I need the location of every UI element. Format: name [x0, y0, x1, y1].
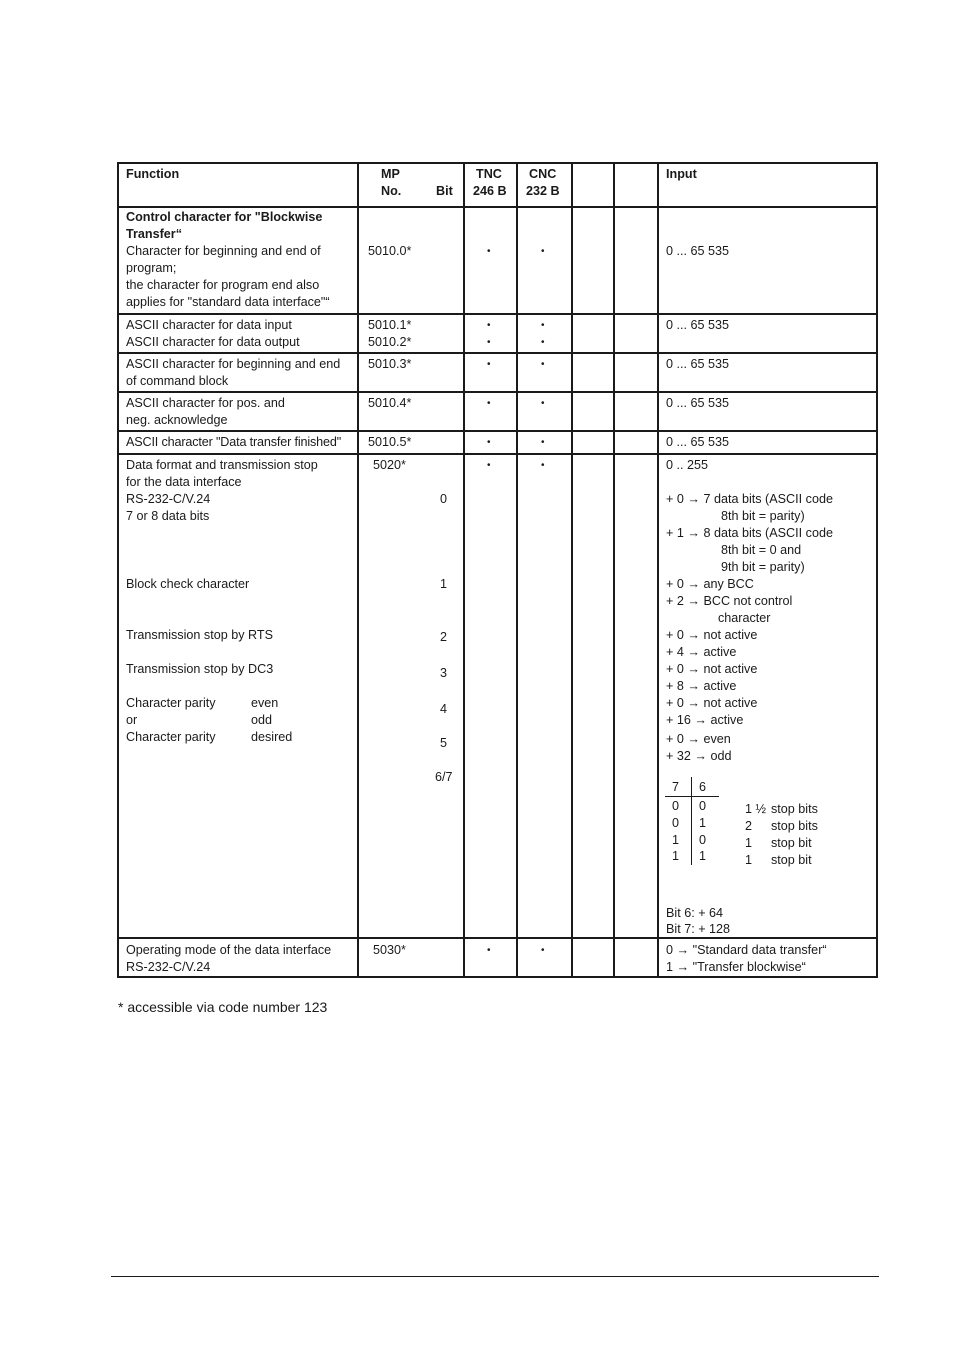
- row2-tnc-marker: •: [487, 337, 491, 348]
- row2-cnc-marker: •: [541, 337, 545, 348]
- row-divider: [117, 313, 878, 315]
- row6-input-line: 8th bit = 0 and: [721, 543, 802, 557]
- header-cnc-model: 232 B: [526, 184, 560, 198]
- row6-input-line: + 4 → active: [666, 645, 737, 659]
- stop-bit-value: 1: [672, 849, 680, 863]
- row6-bit-number: 3: [440, 666, 448, 680]
- table-border-right: [876, 162, 878, 978]
- row1-function-text: program;: [126, 261, 177, 275]
- row6-function-text: desired: [251, 730, 293, 744]
- row6-input-line: + 2 → BCC not control: [666, 594, 793, 608]
- row6-bit-number: 1: [440, 577, 448, 591]
- row1-function-title-2: Transfer“: [126, 227, 182, 241]
- row6-function-text: Character parity: [126, 696, 216, 710]
- row4-function-text: neg. acknowledge: [126, 413, 228, 427]
- stop-bit-value: 1: [699, 849, 707, 863]
- row6-function-text: odd: [251, 713, 273, 727]
- table-border-bottom: [117, 976, 878, 978]
- column-divider: [357, 162, 359, 978]
- stop-bit-count: 1: [745, 836, 753, 850]
- row1-tnc-marker: •: [487, 246, 491, 257]
- stop-bit-value: 1: [699, 816, 707, 830]
- row6-function-text: Data format and transmission stop: [126, 458, 318, 472]
- page-footer-rule: [111, 1276, 879, 1277]
- row7-mp-number: 5030*: [373, 943, 406, 957]
- stop-bit-text: stop bits: [771, 819, 818, 833]
- row1-function-text: Character for beginning and end of: [126, 244, 321, 258]
- row1-cnc-marker: •: [541, 246, 545, 257]
- row2-cnc-marker: •: [541, 320, 545, 331]
- row4-tnc-marker: •: [487, 398, 491, 409]
- stop-bit-value: 0: [699, 799, 707, 813]
- row5-function-text: ASCII character "Data transfer finished": [126, 435, 342, 449]
- row6-function-text: 7 or 8 data bits: [126, 509, 210, 523]
- stop-bit-text: stop bits: [771, 802, 818, 816]
- table-border-left: [117, 162, 119, 978]
- row-divider: [117, 391, 878, 393]
- row6-input-line: + 0 → any BCC: [666, 577, 754, 591]
- row3-cnc-marker: •: [541, 359, 545, 370]
- stop-bit-value: 1: [672, 833, 680, 847]
- stop-bit-value: 0: [672, 816, 680, 830]
- row7-function-text: Operating mode of the data interface: [126, 943, 332, 957]
- row-divider: [117, 430, 878, 432]
- header-no: No.: [381, 184, 402, 198]
- stop-bit-column-rule: [691, 777, 692, 865]
- row6-input-line: + 0 → not active: [666, 696, 758, 710]
- row6-function-text: for the data interface: [126, 475, 242, 489]
- row4-cnc-marker: •: [541, 398, 545, 409]
- row6-input-line: + 0 → even: [666, 732, 731, 746]
- row2-tnc-marker: •: [487, 320, 491, 331]
- row6-input-line: 8th bit = parity): [721, 509, 805, 523]
- stop-bit-header-6: 6: [699, 780, 707, 794]
- row6-function-text: Transmission stop by DC3: [126, 662, 274, 676]
- row5-cnc-marker: •: [541, 437, 545, 448]
- row3-function-text: ASCII character for beginning and end: [126, 357, 341, 371]
- row1-function-text: the character for program end also: [126, 278, 320, 292]
- stop-bit-text: stop bit: [771, 853, 812, 867]
- stop-bit-count: 1: [745, 853, 753, 867]
- row4-mp-number: 5010.4*: [368, 396, 412, 410]
- stop-bit-header-7: 7: [672, 780, 680, 794]
- row6-input-line: + 8 → active: [666, 679, 737, 693]
- row6-function-text: Character parity: [126, 730, 216, 744]
- stop-bit-value: 0: [699, 833, 707, 847]
- stop-bit-text: stop bit: [771, 836, 812, 850]
- row2-mp-number: 5010.2*: [368, 335, 412, 349]
- row-divider: [117, 206, 878, 208]
- header-cnc: CNC: [529, 167, 557, 181]
- column-divider: [657, 162, 659, 978]
- row6-function-text: even: [251, 696, 279, 710]
- column-divider: [463, 162, 465, 978]
- footnote: * accessible via code number 123: [118, 999, 328, 1015]
- row-divider: [117, 352, 878, 354]
- row3-input: 0 ... 65 535: [666, 357, 730, 371]
- row6-function-text: Block check character: [126, 577, 250, 591]
- table-border-top: [117, 162, 878, 164]
- row5-tnc-marker: •: [487, 437, 491, 448]
- row6-bit7-weight: Bit 7: + 128: [666, 922, 731, 936]
- row6-mp-number: 5020*: [373, 458, 406, 472]
- row6-input-line: + 0 → not active: [666, 662, 758, 676]
- stop-bit-count: 2: [745, 819, 753, 833]
- header-mp: MP: [381, 167, 400, 181]
- row6-input-range: 0 .. 255: [666, 458, 709, 472]
- row6-function-text: or: [126, 713, 138, 727]
- row6-cnc-marker: •: [541, 460, 545, 471]
- stop-bit-value: 0: [672, 799, 680, 813]
- row6-function-text: Transmission stop by RTS: [126, 628, 273, 642]
- row6-input-line: + 0 → 7 data bits (ASCII code: [666, 492, 833, 506]
- row6-tnc-marker: •: [487, 460, 491, 471]
- column-divider: [613, 162, 615, 978]
- row2-input: 0 ... 65 535: [666, 318, 730, 332]
- row5-mp-number: 5010.5*: [368, 435, 412, 449]
- row6-bit-number: 6/7: [435, 770, 453, 784]
- row-divider: [117, 453, 878, 455]
- header-bit: Bit: [436, 184, 453, 198]
- row7-function-text: RS-232-C/V.24: [126, 960, 211, 974]
- row1-function-text: applies for "standard data interface"“: [126, 295, 330, 309]
- column-divider: [571, 162, 573, 978]
- row7-input: 1 → "Transfer blockwise“: [666, 960, 806, 974]
- row-divider: [117, 937, 878, 939]
- row6-input-line: + 0 → not active: [666, 628, 758, 642]
- row6-bit-number: 4: [440, 702, 448, 716]
- row1-function-title: Control character for "Blockwise: [126, 210, 323, 224]
- row6-input-line: + 1 → 8 data bits (ASCII code: [666, 526, 833, 540]
- row3-tnc-marker: •: [487, 359, 491, 370]
- row4-function-text: ASCII character for pos. and: [126, 396, 285, 410]
- row5-input: 0 ... 65 535: [666, 435, 730, 449]
- row6-input-line: + 16 → active: [666, 713, 744, 727]
- row3-mp-number: 5010.3*: [368, 357, 412, 371]
- header-tnc-model: 246 B: [473, 184, 507, 198]
- row7-input: 0 → "Standard data transfer“: [666, 943, 827, 957]
- row1-input: 0 ... 65 535: [666, 244, 730, 258]
- row7-tnc-marker: •: [487, 945, 491, 956]
- stop-bit-count: 1 ½: [745, 802, 767, 816]
- row7-cnc-marker: •: [541, 945, 545, 956]
- row6-input-line: + 32 → odd: [666, 749, 732, 763]
- column-divider: [516, 162, 518, 978]
- stop-bit-header-rule: [665, 796, 719, 797]
- row4-input: 0 ... 65 535: [666, 396, 730, 410]
- row6-bit6-weight: Bit 6: + 64: [666, 906, 724, 920]
- row6-function-text: RS-232-C/V.24: [126, 492, 211, 506]
- row2-mp-number: 5010.1*: [368, 318, 412, 332]
- row6-bit-number: 0: [440, 492, 448, 506]
- row2-function-text: ASCII character for data input: [126, 318, 292, 332]
- row2-function-text: ASCII character for data output: [126, 335, 300, 349]
- row1-mp-number: 5010.0*: [368, 244, 412, 258]
- row3-function-text: of command block: [126, 374, 229, 388]
- row6-input-line: character: [718, 611, 771, 625]
- row6-bit-number: 2: [440, 630, 448, 644]
- header-function: Function: [126, 167, 180, 181]
- header-input: Input: [666, 167, 697, 181]
- row6-input-line: 9th bit = parity): [721, 560, 805, 574]
- row6-bit-number: 5: [440, 736, 448, 750]
- header-tnc: TNC: [476, 167, 502, 181]
